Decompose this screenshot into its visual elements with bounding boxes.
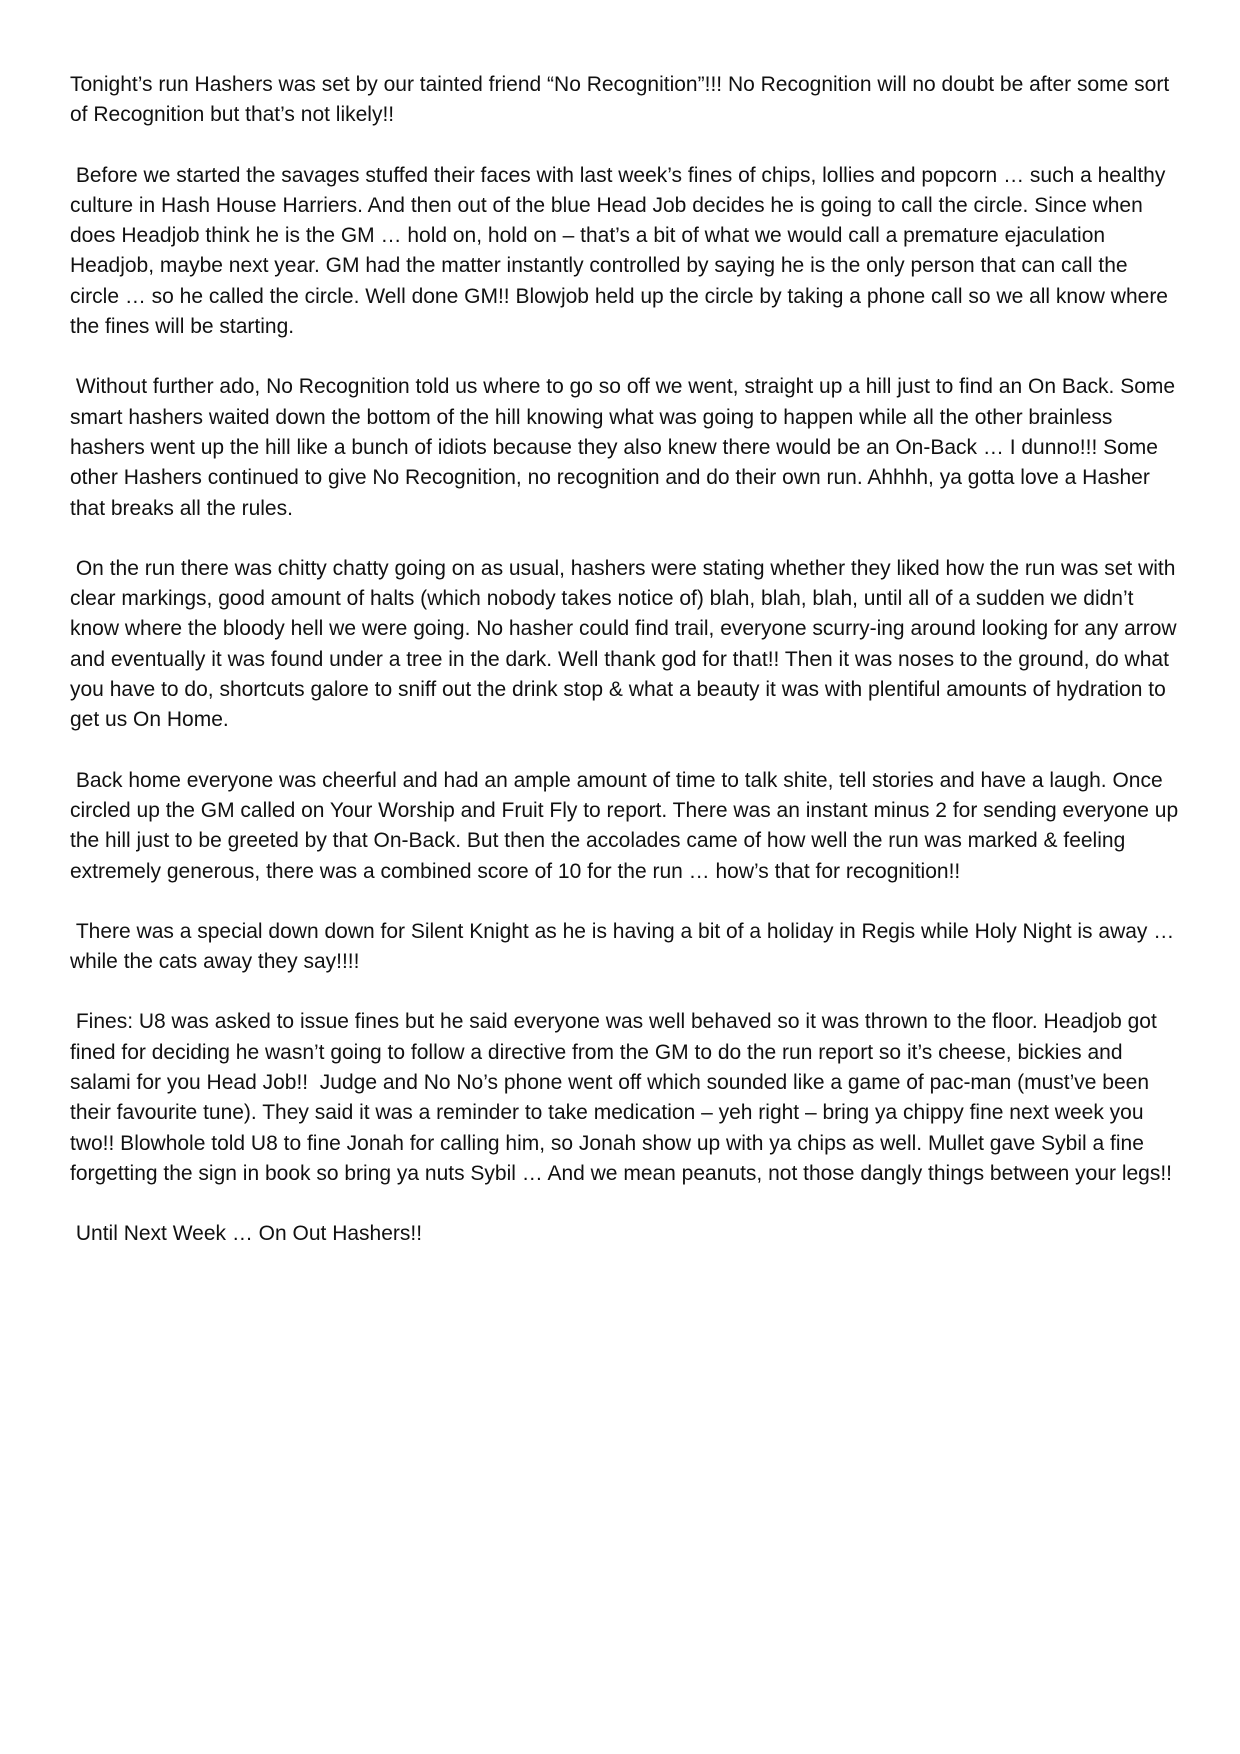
paragraph-back-home: Back home everyone was cheerful and had an ample amount of time to talk shite, tell stories and have a laugh. Once circled up the GM called on Your Worship and Fruit Fly to report. There was an instant minus 2 for sending everyone up the hill just to be greeted by that On-Back. But then the accolades came of how well the run was marked & feeling extremely generous, there was a combined score of 10 for the run … how’s that for recognition!!	[70, 768, 1184, 883]
paragraph-intro: Tonight’s run Hashers was set by our tainted friend “No Recognition”!!! No Recognition will no doubt be after some sort of Recognition but that’s not likely!!	[70, 73, 1176, 127]
paragraph-closing: Until Next Week … On Out Hashers!!	[70, 1222, 423, 1246]
paragraph-hill: Without further ado, No Recognition told us where to go so off we went, straight up a hill just to find an On Back. Some smart hashers waited down the bottom of the hill knowing what was going to happen while all the other brainless hashers went up the hill like a bunch of idiots because they also knew there would be an On-Back … I dunno!!! Some other Hashers continued to give No Recognition, no recognition and do their own run. Ahhhh, ya gotta love a Hasher that breaks all the rules.	[70, 375, 1181, 520]
paragraph-fines: Fines: U8 was asked to issue fines but he said everyone was well behaved so it was thrown to the floor. Headjob got fined for deciding he wasn’t going to follow a directive from the GM to do the run report so it’s cheese, bickies and salami for you Head Job!! Judge and No No’s phone went off which sounded like a game of pac-man (must’ve been their favourite tune). They said it was a reminder to take medication – yeh right – bring ya chippy fine next week you two!! Blowhole told U8 to fine Jonah for calling him, so Jonah show up with ya chips as well. Mullet gave Sybil a fine forgetting the sign in book so bring ya nuts Sybil … And we mean peanuts, not those dangly things between your legs!!	[70, 1010, 1173, 1185]
paragraph-circle: Before we started the savages stuffed their faces with last week’s fines of chips, lollies and popcorn … such a healthy culture in Hash House Harriers. And then out of the blue Head Job decides he is going to call the circle. Since when does Headjob think he is the GM … hold on, hold on – that’s a bit of what we would call a premature ejaculation Headjob, maybe next year. GM had the matter instantly controlled by saying he is the only person that can call the circle … so he called the circle. Well done GM!! Blowjob held up the circle by taking a phone call so we all know where the fines will be starting.	[70, 163, 1174, 339]
paragraph-run: On the run there was chitty chatty going on as usual, hashers were stating whether they liked how the run was set with clear markings, good amount of halts (which nobody takes notice of) blah, blah, blah, until all of a sudden we didn’t know where the bloody hell we were going. No hasher could find trail, everyone scurry-ing around looking for any arrow and eventually it was found under a tree in the dark. Well thank god for that!! Then it was noses to the ground, do what you have to do, shortcuts galore to sniff out the drink stop & what a beauty it was with plentiful amounts of hydration to get us On Home.	[70, 556, 1183, 732]
paragraph-down-down: There was a special down down for Silent Knight as he is having a bit of a holiday in Regis while Holy Night is away … while the cats away they say!!!!	[70, 919, 1181, 974]
document-body	[70, 70, 1184, 1250]
